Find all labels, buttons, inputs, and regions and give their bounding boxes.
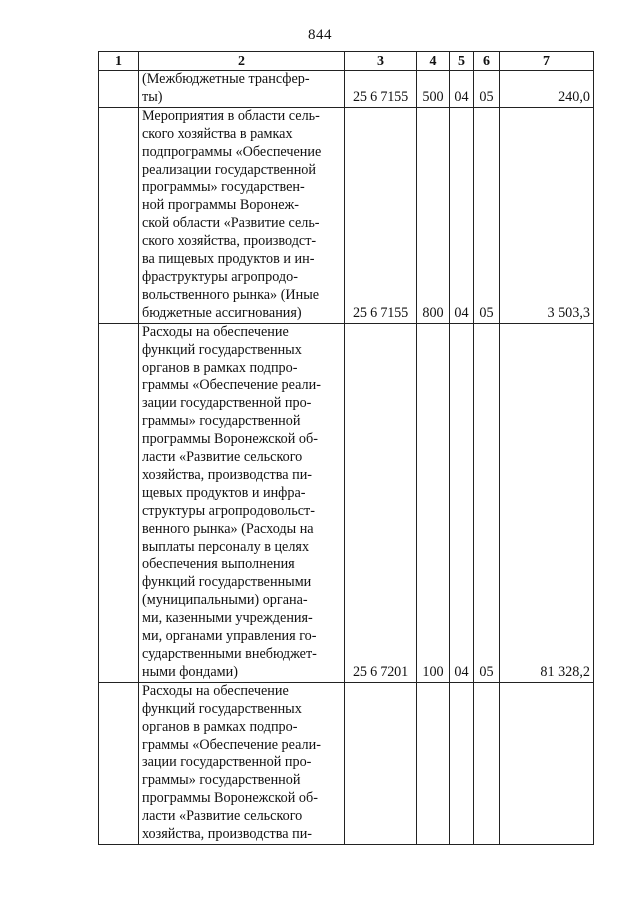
subsection-cell: 05: [474, 107, 500, 323]
expense-type-cell: 500: [417, 71, 450, 108]
column-header-1: 1: [99, 52, 139, 71]
description-cell: [139, 323, 345, 682]
row-number-cell: [99, 682, 139, 844]
subsection-cell: [474, 682, 500, 844]
subsection-cell: 05: [474, 323, 500, 682]
row-number-cell: [99, 71, 139, 108]
column-header-2: 2: [139, 52, 345, 71]
target-code-cell: 25 6 7155: [345, 71, 417, 108]
section-cell: 04: [450, 107, 474, 323]
target-code-cell: [345, 682, 417, 844]
expense-type-cell: 800: [417, 107, 450, 323]
expense-type-cell: 100: [417, 323, 450, 682]
table-row: [99, 682, 594, 844]
description-cell: [139, 71, 345, 108]
subsection-cell: 05: [474, 71, 500, 108]
column-header-7: 7: [500, 52, 594, 71]
row-number-cell: [99, 323, 139, 682]
amount-cell: 240,0: [500, 71, 594, 108]
table-row: [99, 71, 594, 108]
column-header-3: 3: [345, 52, 417, 71]
expense-type-cell: [417, 682, 450, 844]
section-cell: 04: [450, 323, 474, 682]
table-body: [99, 71, 594, 845]
description-text: (Межбюджетные трансфер- ты): [142, 71, 310, 105]
column-header-6: 6: [474, 52, 500, 71]
section-cell: [450, 682, 474, 844]
description-cell: [139, 107, 345, 323]
table-row: [99, 323, 594, 682]
header-row: [99, 52, 594, 71]
description-text: Мероприятия в области сель- ского хозяйства в рамках подпрограммы «Обеспечение реализации государственной программы» государствен- ной программы Воронеж- ской области «Развитие сель- ского хозяйства, производст- ва пищевых продуктов и ин- фраструктуры агропродо- вольственного рынка» (Иные бюджетные ассигнования): [142, 107, 322, 321]
target-code-cell: 25 6 7201: [345, 323, 417, 682]
amount-cell: 3 503,3: [500, 107, 594, 323]
section-cell: 04: [450, 71, 474, 108]
description-cell: [139, 682, 345, 844]
target-code-cell: 25 6 7155: [345, 107, 417, 323]
table-row: [99, 107, 594, 323]
description-text: Расходы на обеспечение функций государственных органов в рамках подпро- граммы «Обеспечение реали- зации государственной про- граммы» государственной программы Воронежской об- ласти «Развитие сельского хозяйства, производства пи- щевых продуктов и инфра- структуры агропродовольст- венного рынка» (Расходы на выплаты персоналу в целях обеспечения выполнения функций государственными (муниципальными) органа- ми, казенными учреждения- ми, органами управления го- сударственными внебюджет- ными фондами): [142, 323, 321, 680]
budget-table: [98, 51, 594, 845]
description-text: Расходы на обеспечение функций государственных органов в рамках подпро- граммы «Обеспечение реали- зации государственной про- граммы» государственной программы Воронежской об- ласти «Развитие сельского хозяйства, производства пи-: [142, 682, 321, 843]
amount-cell: [500, 682, 594, 844]
page-number: 844: [308, 27, 332, 43]
column-header-4: 4: [417, 52, 450, 71]
column-header-5: 5: [450, 52, 474, 71]
row-number-cell: [99, 107, 139, 323]
amount-cell: 81 328,2: [500, 323, 594, 682]
table-header: [99, 52, 594, 71]
